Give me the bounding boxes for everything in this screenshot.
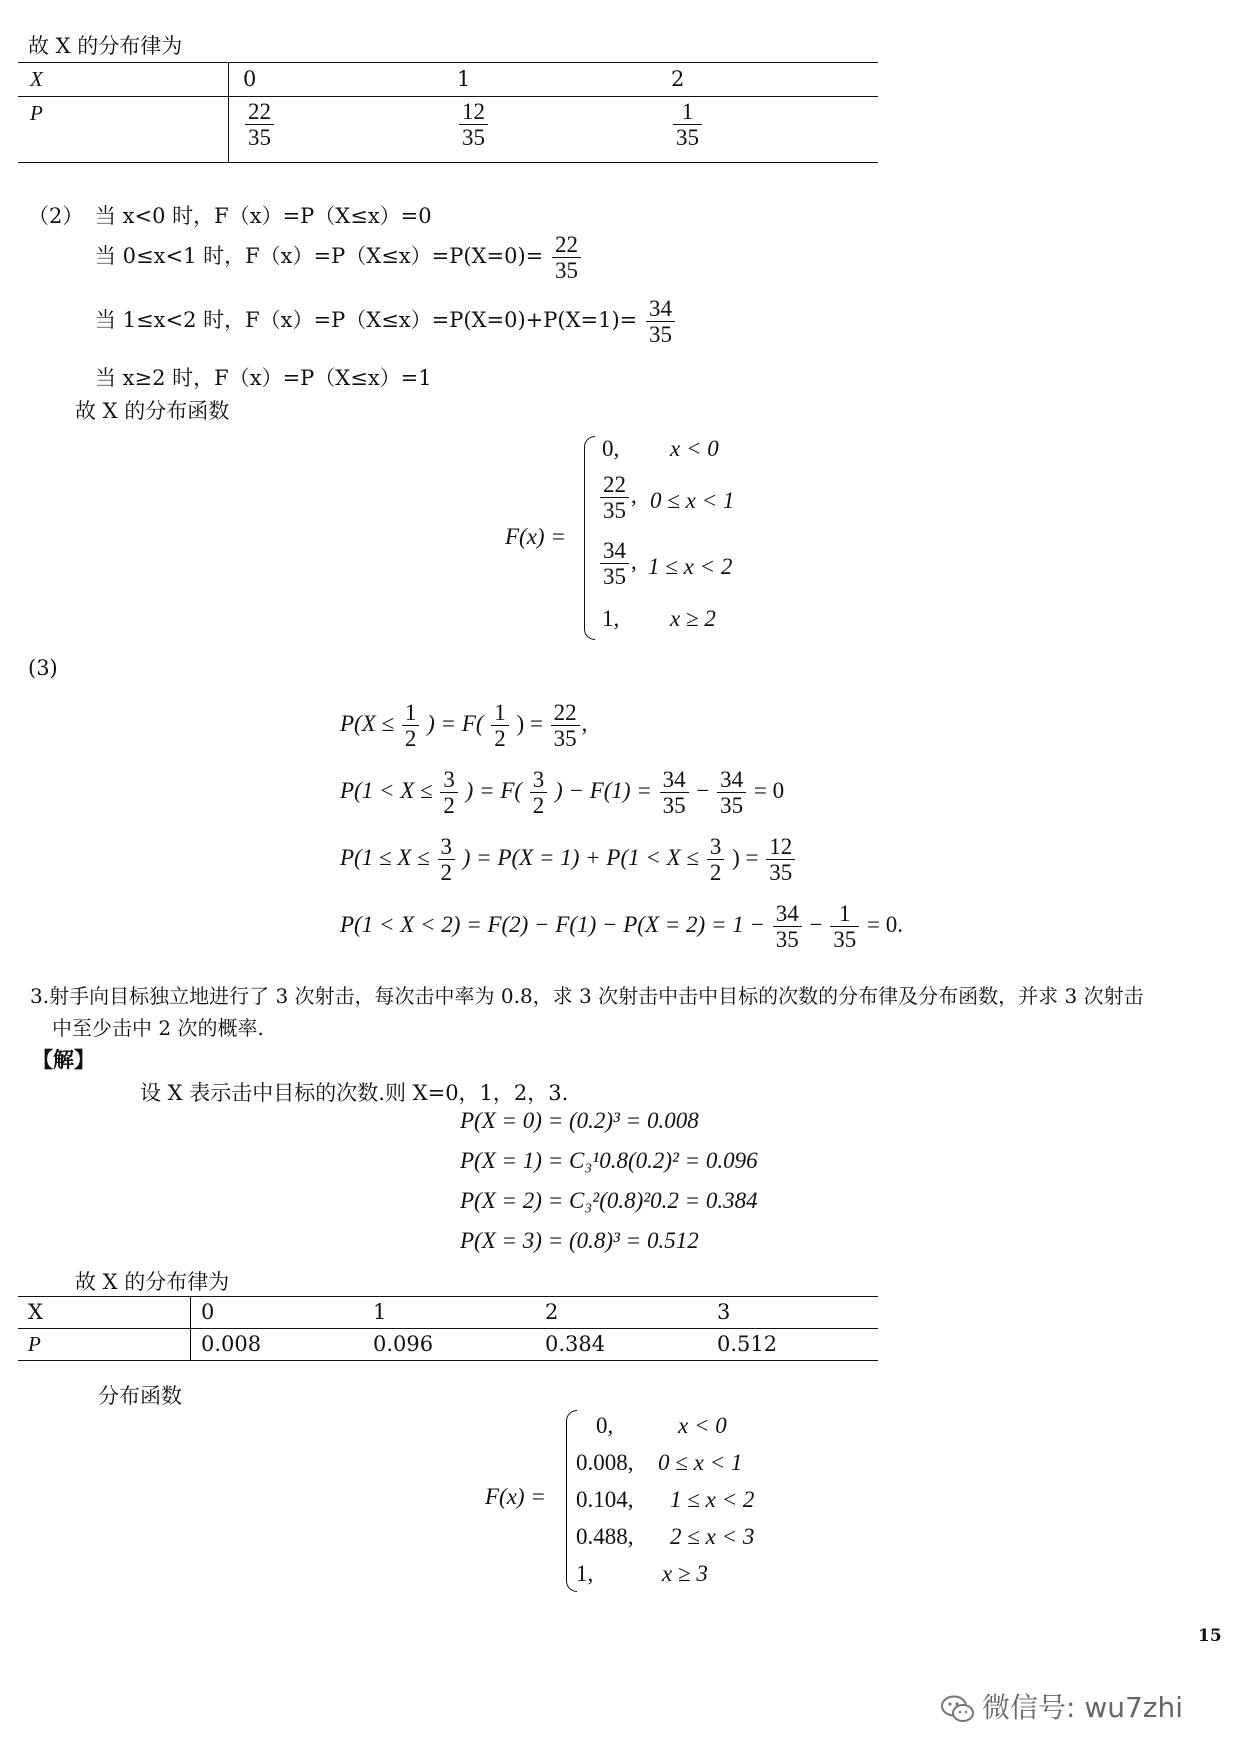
table1-prob-2: $\frac{1}{35}$ xyxy=(671,99,704,150)
table2-bottom-rule xyxy=(18,1360,878,1361)
watermark-text: 微信号: wu7zhi xyxy=(982,1691,1184,1724)
table2-header-2: 2 xyxy=(545,1300,559,1324)
table1-header-x: X xyxy=(30,67,43,91)
table1-bottom-rule xyxy=(18,162,878,163)
table1-header-1: 1 xyxy=(457,67,471,91)
piecewise2-row-1: 0.008, xyxy=(576,1450,634,1475)
table2-header-3: 3 xyxy=(717,1300,731,1324)
part2-line2: 当 0≤x<1 时，F（x）=P（X≤x）=P(X=0)= $\frac{22}{35}$ xyxy=(95,232,583,283)
piecewise2-cond-3: 2 ≤ x < 3 xyxy=(670,1524,755,1549)
piecewise2-cond-0: x < 0 xyxy=(678,1413,727,1438)
piecewise2-lhs: F(x) = xyxy=(485,1484,546,1509)
part2-line3: 当 1≤x<2 时，F（x）=P（X≤x）=P(X=0)+P(X=1)= $\frac{34}{35}$ xyxy=(95,296,677,347)
piecewise2-row-2: 0.104, xyxy=(576,1487,634,1512)
table2-val-3: 0.512 xyxy=(717,1332,778,1356)
q3-p2: P(X = 2) = C₃²(0.8)²0.2 = 0.384 xyxy=(460,1188,758,1213)
piecewise1-cond-2: 1 ≤ x < 2 xyxy=(648,554,733,579)
table1-row-label: P xyxy=(30,101,43,125)
table2-header-x: X xyxy=(28,1300,43,1324)
part3-eq2: P(1 < X ≤ $\frac{3}{2}$ ) = F( $\frac{3}{2}$ ) − F(1) = $\frac{34}{35}$ − $\frac{34}{35}$ = 0 xyxy=(340,767,785,818)
q3-set-x: 设 X 表示击中目标的次数.则 X=0，1，2，3. xyxy=(140,1081,569,1105)
piecewise1-row-0: 0, xyxy=(602,436,620,461)
table1-top-rule xyxy=(18,62,878,63)
piecewise1-brace xyxy=(584,436,595,640)
table1-header-2: 2 xyxy=(671,67,685,91)
piecewise2-cond-1: 0 ≤ x < 1 xyxy=(658,1450,743,1475)
part2-number: （2） xyxy=(28,204,84,228)
table2-val-2: 0.384 xyxy=(545,1332,606,1356)
table2-mid-rule xyxy=(18,1328,878,1329)
table2-top-rule xyxy=(18,1296,878,1297)
table2-val-1: 0.096 xyxy=(373,1332,434,1356)
table1-prob-0: $\frac{22}{35}$ xyxy=(243,99,276,150)
piecewise1-row-1: $\frac{22}{35}$ , xyxy=(598,472,637,523)
q3-statement-line2: 中至少击中 2 次的概率. xyxy=(52,1016,264,1040)
piecewise1-lhs: F(x) = xyxy=(505,524,566,549)
piecewise1-row-2: $\frac{34}{35}$ , xyxy=(598,538,637,589)
q3-statement-line1: 3.射手向目标独立地进行了 3 次射击，每次击中率为 0.8，求 3 次射击中击中目标的次数的分布律及分布函数，并求 3 次射击 xyxy=(30,984,1144,1008)
table2-row-label: P xyxy=(28,1332,41,1356)
wechat-icon xyxy=(940,1694,976,1724)
q3-p0: P(X = 0) = (0.2)³ = 0.008 xyxy=(460,1108,699,1133)
table2-col-rule xyxy=(190,1296,191,1360)
piecewise2-row-0: 0, xyxy=(596,1413,614,1438)
piecewise1-row-3: 1, xyxy=(602,606,620,631)
piecewise2-row-4: 1, xyxy=(576,1561,594,1586)
watermark xyxy=(940,1686,1183,1726)
table1-col-rule xyxy=(228,62,229,162)
table1-prob-1: $\frac{12}{35}$ xyxy=(457,99,490,150)
piecewise2-row-3: 0.488, xyxy=(576,1524,634,1549)
table1-header-0: 0 xyxy=(243,67,257,91)
part2-line1: 当 x<0 时，F（x）=P（X≤x）=0 xyxy=(95,204,432,228)
piecewise2-cond-4: x ≥ 3 xyxy=(662,1561,708,1586)
dist2-caption: 分布函数 xyxy=(98,1384,182,1408)
part3-number: (3) xyxy=(28,656,58,680)
part3-eq1: P(X ≤ $\frac{1}{2}$ ) = F( $\frac{1}{2}$ ) = $\frac{22}{35}$ , xyxy=(340,700,588,751)
table2-val-0: 0.008 xyxy=(201,1332,262,1356)
table2-header-0: 0 xyxy=(201,1300,215,1324)
table2-caption: 故 X 的分布律为 xyxy=(75,1270,230,1294)
q3-solution-label: 【解】 xyxy=(32,1047,95,1072)
part3-eq3: P(1 ≤ X ≤ $\frac{3}{2}$ ) = P(X = 1) + P(1 < X ≤ $\frac{3}{2}$ ) = $\frac{12}{35}$ xyxy=(340,834,797,885)
q3-p1: P(X = 1) = C₃¹0.8(0.2)² = 0.096 xyxy=(460,1148,758,1173)
q3-p3: P(X = 3) = (0.8)³ = 0.512 xyxy=(460,1228,699,1253)
part2-line4: 当 x≥2 时，F（x）=P（X≤x）=1 xyxy=(95,366,432,390)
piecewise1-cond-0: x < 0 xyxy=(670,436,719,461)
piecewise2-cond-2: 1 ≤ x < 2 xyxy=(670,1487,755,1512)
table2-header-1: 1 xyxy=(373,1300,387,1324)
piecewise1-cond-3: x ≥ 2 xyxy=(670,606,716,631)
page-number: 15 xyxy=(1198,1626,1222,1646)
table1-mid-rule xyxy=(18,96,878,97)
part2-dist-caption: 故 X 的分布函数 xyxy=(75,399,230,423)
part3-eq4: P(1 < X < 2) = F(2) − F(1) − P(X = 2) = 1 − $\frac{34}{35}$ − $\frac{1}{35}$ = 0. xyxy=(340,901,903,952)
table1-caption: 故 X 的分布律为 xyxy=(28,34,183,58)
piecewise1-cond-1: 0 ≤ x < 1 xyxy=(650,488,735,513)
